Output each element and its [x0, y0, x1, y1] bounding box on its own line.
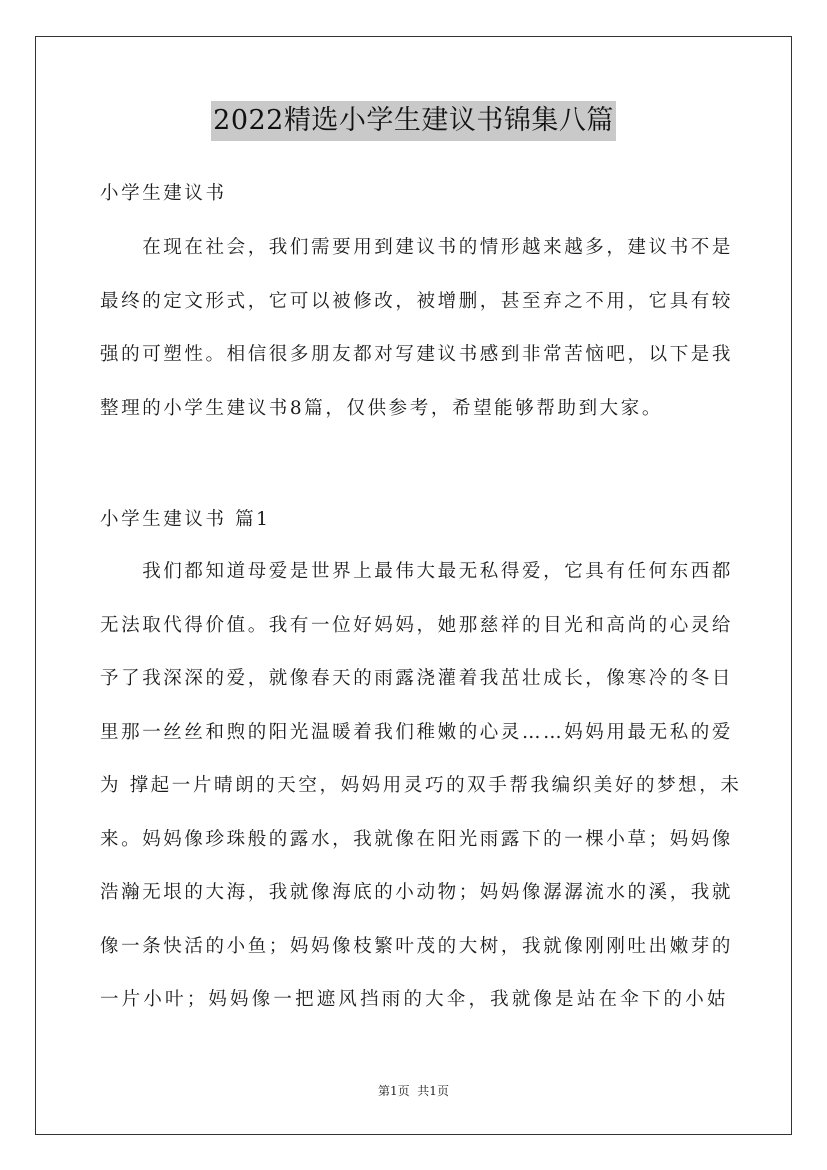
- section-heading-intro: 小学生建议书: [100, 183, 227, 204]
- article-1-paragraph: [100, 545, 742, 1027]
- paragraph-line: 来。妈妈像珍珠般的露水，我就像在阳光雨露下的一棵小草；妈妈像: [100, 828, 734, 850]
- paragraph-line: 无法取代得价值。我有一位好妈妈，她那慈祥的目光和高尚的心灵给: [100, 614, 734, 636]
- paragraph-line: 予了我深深的爱，就像春天的雨露浇灌着我茁壮成长，像寒冷的冬日: [100, 668, 734, 689]
- paragraph-line: 最终的定文形式，它可以被修改，被增删，甚至弃之不用，它具有较: [100, 290, 734, 312]
- paragraph-line: 一片小叶；妈妈像一把遮风挡雨的大伞，我就像是站在伞下的小姑: [100, 989, 728, 1010]
- title-container: [0, 101, 827, 141]
- paragraph-line: 里那一丝丝和煦的阳光温暖着我们稚嫩的心灵……妈妈用最无私的爱: [100, 721, 734, 743]
- paragraph-line: 为 撑起一片晴朗的天空，妈妈用灵巧的双手帮我编织美好的梦想，未: [100, 775, 742, 796]
- page-footer: 第1页 共1页: [378, 1084, 449, 1098]
- section-heading-article-1: 小学生建议书 篇1: [100, 509, 271, 530]
- paragraph-line: 强的可塑性。相信很多朋友都对写建议书感到非常苦恼吧，以下是我: [100, 344, 734, 365]
- paragraph-line: 像一条快活的小鱼；妈妈像枝繁叶茂的大树，我就像刚刚吐出嫩芽的: [100, 935, 734, 957]
- document-title: 2022精选小学生建议书锦集八篇: [211, 101, 616, 141]
- paragraph-line: 我们都知道母爱是世界上最伟大最无私得爱，它具有任何东西都: [100, 561, 734, 582]
- intro-paragraph: [100, 221, 734, 435]
- paragraph-line: 整理的小学生建议书8篇，仅供参考，希望能够帮助到大家。: [100, 397, 663, 419]
- paragraph-line: 在现在社会，我们需要用到建议书的情形越来越多，建议书不是: [100, 237, 734, 258]
- paragraph-line: 浩瀚无垠的大海，我就像海底的小动物；妈妈像潺潺流水的溪，我就: [100, 882, 734, 903]
